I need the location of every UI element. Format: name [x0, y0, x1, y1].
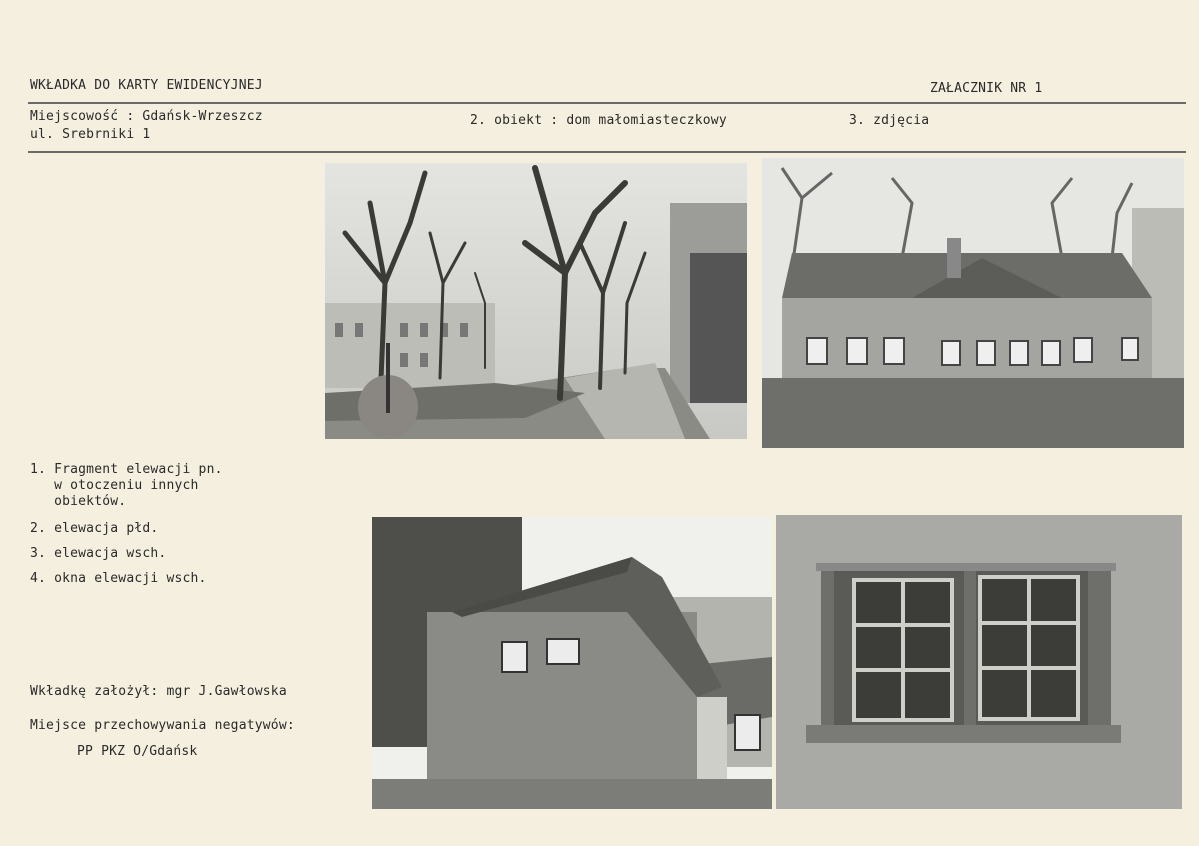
photo-east-elevation	[372, 517, 772, 809]
caption-1: 1. Fragment elewacji pn. w otoczeniu innych obiektów.	[30, 462, 223, 509]
header-rule-top	[28, 102, 1186, 104]
photo-east-windows	[776, 515, 1182, 809]
object-field: 2. obiekt : dom małomiasteczkowy	[470, 113, 727, 128]
caption-4: 4. okna elewacji wsch.	[30, 571, 207, 586]
caption-3: 3. elewacja wsch.	[30, 546, 167, 561]
photos-label: 3. zdjęcia	[849, 113, 930, 128]
caption-2: 2. elewacja płd.	[30, 521, 159, 536]
author-field: Wkładkę założył: mgr J.Gawłowska	[30, 684, 287, 699]
storage-label: Miejsce przechowywania negatywów:	[30, 718, 295, 733]
header-rule-bottom	[28, 151, 1186, 153]
storage-value: PP PKZ O/Gdańsk	[77, 744, 198, 759]
street-field: ul. Srebrniki 1	[30, 127, 151, 142]
document-title: WKŁADKA DO KARTY EWIDENCYJNEJ	[30, 78, 263, 93]
attachment-number: ZAŁACZNIK NR 1	[930, 81, 1043, 96]
photo-south-elevation	[762, 158, 1184, 448]
photo-street-view	[325, 163, 747, 439]
place-field: Miejscowość : Gdańsk-Wrzeszcz	[30, 109, 263, 124]
